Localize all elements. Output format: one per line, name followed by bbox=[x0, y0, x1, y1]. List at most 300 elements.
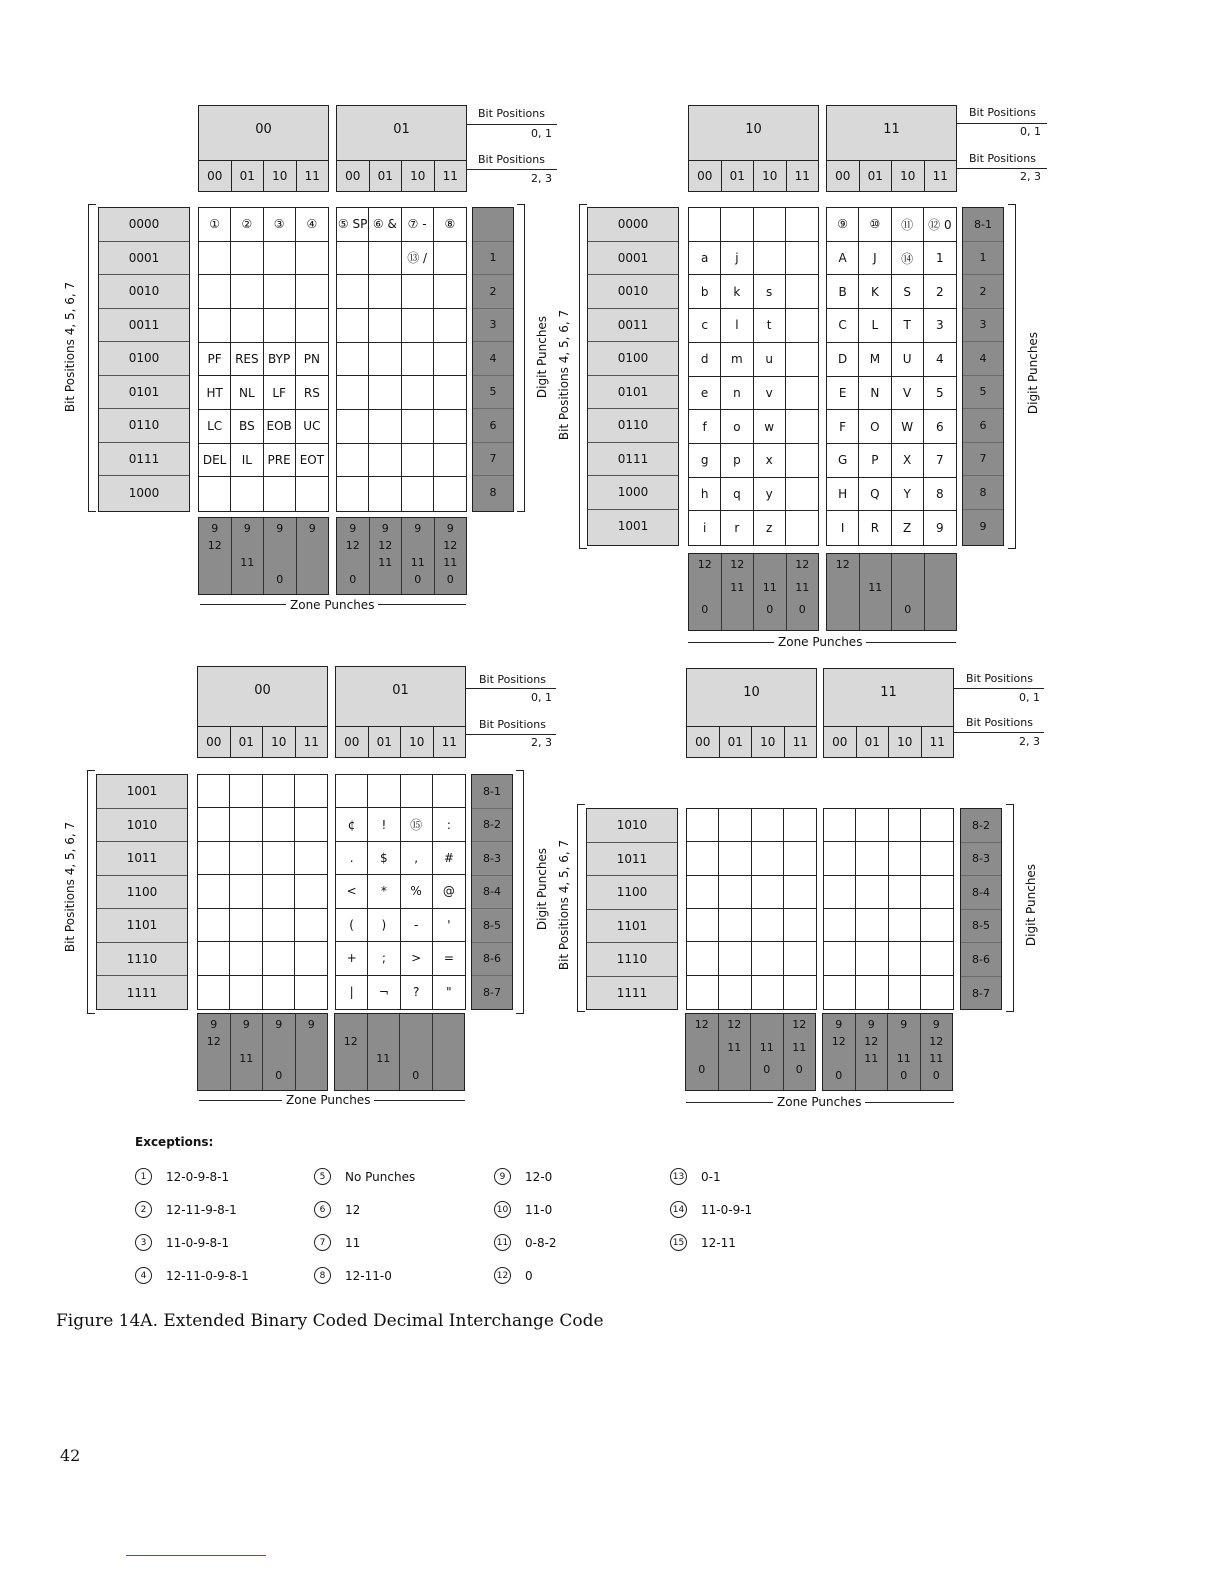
row-label: 0011 bbox=[99, 309, 189, 343]
zone-punch-label: 12 bbox=[835, 558, 850, 571]
q2-digit-punches-label: Digit Punches bbox=[1026, 331, 1040, 415]
zone-punch-label: 0 bbox=[276, 573, 284, 586]
code-cell: q bbox=[721, 478, 753, 512]
subheader: 11 bbox=[792, 735, 808, 749]
code-cell bbox=[889, 976, 921, 1009]
exception-text: 0-8-2 bbox=[525, 1235, 557, 1250]
q4-zone-punches-11 bbox=[822, 1013, 953, 1091]
exception-text: 11-0 bbox=[525, 1202, 553, 1217]
code-cell bbox=[786, 511, 818, 545]
code-cell: 2 bbox=[924, 275, 956, 309]
code-cell bbox=[295, 942, 327, 975]
zone-punch-label: 0 bbox=[414, 573, 422, 586]
row-label: 1101 bbox=[97, 909, 187, 943]
q2-bitpos-23: 2, 3 bbox=[1020, 170, 1041, 183]
code-cell bbox=[752, 842, 784, 875]
zone-punch-label: 11 bbox=[792, 1040, 807, 1054]
zone-punch-label: 12 bbox=[345, 539, 360, 552]
q2-zone-10-label: 10 bbox=[745, 121, 762, 137]
code-cell: # bbox=[433, 842, 465, 875]
row-label: 0101 bbox=[99, 376, 189, 410]
code-cell bbox=[889, 842, 921, 875]
zone-punch-column bbox=[787, 554, 819, 630]
code-cell bbox=[230, 808, 262, 841]
row-label: 1001 bbox=[617, 519, 649, 534]
digit-punch-label: 3 bbox=[963, 309, 1003, 343]
code-cell bbox=[719, 842, 751, 875]
page-number: 42 bbox=[60, 1446, 81, 1465]
row-label: 1111 bbox=[616, 986, 648, 1001]
code-cell: * bbox=[368, 875, 400, 908]
code-cell bbox=[401, 775, 433, 808]
circled-number-icon: 10 bbox=[494, 1201, 511, 1218]
code-cell bbox=[230, 942, 262, 975]
q3-left-brace bbox=[87, 770, 95, 1014]
code-cell: IL bbox=[231, 444, 263, 478]
code-cell bbox=[434, 242, 466, 276]
zone-punch-label: 11 bbox=[795, 580, 810, 594]
q1-header-zone-00 bbox=[198, 105, 329, 192]
zone-punch-label: 9 bbox=[276, 522, 284, 535]
digit-punch-label: 6 bbox=[963, 409, 1003, 443]
code-cell bbox=[824, 876, 856, 909]
subheader: 00 bbox=[336, 727, 369, 757]
code-cell: m bbox=[721, 343, 753, 377]
code-cell bbox=[198, 976, 230, 1009]
digit-punch-label: 1 bbox=[473, 242, 513, 276]
q3-bitpos-01: 0, 1 bbox=[531, 691, 552, 704]
code-cell bbox=[786, 377, 818, 411]
code-cell bbox=[230, 909, 262, 942]
code-cell bbox=[784, 842, 816, 875]
digit-punch-label: 4 bbox=[963, 342, 1003, 376]
zone-punch-column bbox=[719, 1014, 752, 1090]
footer-line bbox=[126, 1555, 266, 1556]
code-cell: ⑪ bbox=[892, 208, 924, 242]
row-label: 0001 bbox=[588, 242, 678, 276]
code-cell bbox=[296, 309, 328, 343]
code-cell bbox=[856, 876, 888, 909]
code-cell: > bbox=[401, 942, 433, 975]
zone-punch-label: 9 bbox=[446, 522, 454, 535]
exceptions-title: Exceptions: bbox=[135, 1135, 214, 1149]
q1-right-brace bbox=[517, 204, 525, 512]
code-cell bbox=[719, 942, 751, 975]
code-cell: k bbox=[721, 275, 753, 309]
zone-punch-column bbox=[435, 518, 467, 594]
code-cell: NL bbox=[231, 376, 263, 410]
digit-punch-label: 9 bbox=[979, 519, 987, 533]
code-cell bbox=[337, 343, 369, 377]
code-cell bbox=[337, 477, 369, 511]
q4-zone-punches-10 bbox=[685, 1013, 816, 1091]
zone-punch-label: 11 bbox=[443, 556, 458, 569]
q4-bit-positions-4567-label: Bit Positions 4, 5, 6, 7 bbox=[557, 839, 571, 971]
code-cell bbox=[402, 343, 434, 377]
digit-punch-label: 8-4 bbox=[472, 876, 512, 910]
digit-punch-label: 8-1 bbox=[472, 775, 512, 809]
zone-punch-column bbox=[370, 518, 403, 594]
exception-item bbox=[314, 1267, 392, 1284]
zone-punch-column bbox=[264, 518, 297, 594]
code-cell: D bbox=[827, 343, 859, 377]
code-cell bbox=[434, 376, 466, 410]
zone-punch-column bbox=[297, 518, 329, 594]
q1-code-grid-01 bbox=[336, 207, 467, 512]
circled-number-icon: 14 bbox=[670, 1201, 687, 1218]
code-cell bbox=[264, 275, 296, 309]
row-label: 1010 bbox=[587, 809, 677, 843]
zone-punch-column bbox=[921, 1014, 953, 1090]
row-label: 1011 bbox=[97, 842, 187, 876]
row-label: 1100 bbox=[97, 876, 187, 910]
row-label: 1011 bbox=[587, 843, 677, 877]
exception-text: 12-0 bbox=[525, 1169, 553, 1184]
code-cell: r bbox=[721, 511, 753, 545]
q3-code-grid-01 bbox=[335, 774, 466, 1010]
q1-arrow-23 bbox=[467, 169, 557, 170]
code-cell: X bbox=[892, 444, 924, 478]
code-cell: @ bbox=[433, 875, 465, 908]
code-cell bbox=[719, 809, 751, 842]
row-label: 0100 bbox=[99, 342, 189, 376]
code-cell: DEL bbox=[199, 444, 231, 478]
q4-zone-punches-label: Zone Punches bbox=[773, 1095, 865, 1109]
digit-punch-label: 6 bbox=[473, 409, 513, 443]
digit-punch-label: 8-2 bbox=[961, 809, 1001, 843]
code-cell bbox=[786, 410, 818, 444]
subheader: 11 bbox=[442, 169, 458, 183]
q4-arrow-23 bbox=[954, 732, 1044, 733]
q2-header-zone-11 bbox=[826, 105, 957, 192]
code-cell bbox=[921, 842, 953, 875]
code-cell bbox=[231, 242, 263, 276]
code-cell bbox=[689, 208, 721, 242]
code-cell bbox=[719, 876, 751, 909]
code-cell: EOT bbox=[296, 444, 328, 478]
row-label: 0010 bbox=[588, 275, 678, 309]
code-cell bbox=[230, 976, 262, 1009]
circled-number-icon: 12 bbox=[494, 1267, 511, 1284]
q2-arrow-23 bbox=[957, 168, 1047, 169]
code-cell: n bbox=[721, 377, 753, 411]
code-cell: 3 bbox=[924, 309, 956, 343]
row-label: 0110 bbox=[99, 409, 189, 443]
zone-punch-column bbox=[860, 554, 893, 630]
code-cell bbox=[296, 242, 328, 276]
code-cell bbox=[402, 477, 434, 511]
subheader: 01 bbox=[232, 161, 265, 191]
row-label: 1000 bbox=[128, 485, 160, 500]
code-cell bbox=[752, 809, 784, 842]
code-cell bbox=[198, 775, 230, 808]
code-cell bbox=[231, 477, 263, 511]
q2-bitpos-01: 0, 1 bbox=[1020, 125, 1041, 138]
code-cell: ③ bbox=[264, 208, 296, 242]
code-cell: b bbox=[689, 275, 721, 309]
row-label: 0101 bbox=[588, 376, 678, 410]
code-cell: f bbox=[689, 410, 721, 444]
code-cell: ¬ bbox=[368, 976, 400, 1009]
q1-zone-punches-label: Zone Punches bbox=[286, 598, 378, 612]
zone-punch-label: 0 bbox=[412, 1069, 420, 1082]
exception-text: 0-1 bbox=[701, 1169, 721, 1184]
subheader: 11 bbox=[929, 735, 945, 749]
zone-punch-label: 9 bbox=[835, 1018, 843, 1031]
code-cell: W bbox=[892, 410, 924, 444]
code-cell: L bbox=[859, 309, 891, 343]
code-cell bbox=[434, 477, 466, 511]
subheader: 00 bbox=[824, 727, 857, 757]
zone-punch-label: 9 bbox=[211, 522, 219, 535]
zone-punch-column bbox=[337, 518, 370, 594]
code-cell: U bbox=[892, 343, 924, 377]
digit-punch-label: 8 bbox=[963, 476, 1003, 510]
digit-punch-label: 4 bbox=[473, 342, 513, 376]
code-cell: ⑬ / bbox=[402, 242, 434, 276]
code-cell bbox=[263, 976, 295, 1009]
code-cell bbox=[198, 909, 230, 942]
code-cell bbox=[784, 942, 816, 975]
subheader: 00 bbox=[337, 161, 370, 191]
q1-code-grid-00 bbox=[198, 207, 329, 512]
zone-punch-column bbox=[199, 518, 232, 594]
code-cell bbox=[336, 775, 368, 808]
q4-row-labels bbox=[586, 808, 678, 1010]
code-cell bbox=[786, 242, 818, 276]
code-cell: % bbox=[401, 875, 433, 908]
code-cell bbox=[264, 309, 296, 343]
exception-item bbox=[135, 1234, 229, 1251]
code-cell bbox=[230, 875, 262, 908]
code-cell: O bbox=[859, 410, 891, 444]
row-label: 1001 bbox=[97, 775, 187, 809]
zone-punch-column bbox=[892, 554, 925, 630]
code-cell bbox=[824, 809, 856, 842]
exception-item bbox=[135, 1201, 237, 1218]
code-cell bbox=[263, 942, 295, 975]
subheader: 11 bbox=[303, 735, 319, 749]
row-label: 1100 bbox=[587, 876, 677, 910]
code-cell: 1 bbox=[924, 242, 956, 276]
code-cell: < bbox=[336, 875, 368, 908]
code-cell: $ bbox=[368, 842, 400, 875]
code-cell: | bbox=[336, 976, 368, 1009]
code-cell: Z bbox=[892, 511, 924, 545]
zone-punch-label: 12 bbox=[378, 539, 393, 552]
code-cell: , bbox=[401, 842, 433, 875]
code-cell: ⑤ SP bbox=[337, 208, 369, 242]
code-cell bbox=[687, 942, 719, 975]
code-cell bbox=[402, 444, 434, 478]
code-cell: Y bbox=[892, 478, 924, 512]
zone-punch-column bbox=[232, 518, 265, 594]
code-cell: o bbox=[721, 410, 753, 444]
zone-punch-column bbox=[400, 1014, 433, 1090]
code-cell bbox=[337, 275, 369, 309]
zone-punch-label: 0 bbox=[932, 1069, 940, 1082]
zone-punch-column bbox=[335, 1014, 368, 1090]
digit-punch-label: 8-2 bbox=[472, 809, 512, 843]
code-cell bbox=[824, 942, 856, 975]
code-cell bbox=[921, 909, 953, 942]
code-cell bbox=[337, 444, 369, 478]
q4-right-brace bbox=[1006, 804, 1014, 1012]
code-cell: G bbox=[827, 444, 859, 478]
exception-item bbox=[314, 1234, 360, 1251]
code-cell bbox=[199, 477, 231, 511]
exception-item bbox=[135, 1267, 249, 1284]
circled-number-icon: 8 bbox=[314, 1267, 331, 1284]
code-cell bbox=[856, 909, 888, 942]
code-cell: ⑭ bbox=[892, 242, 924, 276]
code-cell: - bbox=[401, 909, 433, 942]
q1-zone-punches-01 bbox=[336, 517, 467, 595]
subheader: 10 bbox=[752, 727, 785, 757]
exception-text: 12-11-9-8-1 bbox=[166, 1202, 237, 1217]
code-cell bbox=[369, 376, 401, 410]
code-cell bbox=[434, 275, 466, 309]
code-cell: BYP bbox=[264, 343, 296, 377]
code-cell: ? bbox=[401, 976, 433, 1009]
code-cell: M bbox=[859, 343, 891, 377]
circled-number-icon: 5 bbox=[314, 1168, 331, 1185]
row-label: 1110 bbox=[587, 943, 677, 977]
code-cell bbox=[295, 842, 327, 875]
code-cell: HT bbox=[199, 376, 231, 410]
code-cell bbox=[198, 942, 230, 975]
code-cell: N bbox=[859, 377, 891, 411]
code-cell: 7 bbox=[924, 444, 956, 478]
zone-punch-column bbox=[198, 1014, 231, 1090]
digit-punch-label: 7 bbox=[473, 443, 513, 477]
subheader: 01 bbox=[370, 161, 403, 191]
code-cell: c bbox=[689, 309, 721, 343]
code-cell bbox=[856, 842, 888, 875]
code-cell bbox=[263, 875, 295, 908]
zone-punch-label: 9 bbox=[381, 522, 389, 535]
code-cell bbox=[434, 410, 466, 444]
code-cell: w bbox=[754, 410, 786, 444]
code-cell bbox=[786, 444, 818, 478]
code-cell: s bbox=[754, 275, 786, 309]
row-label: 0000 bbox=[588, 208, 678, 242]
exception-text: 0 bbox=[525, 1268, 533, 1283]
code-cell: RES bbox=[231, 343, 263, 377]
q2-arrow-01 bbox=[957, 123, 1047, 124]
exception-text: 12-11-0 bbox=[345, 1268, 392, 1283]
exception-item bbox=[494, 1267, 533, 1284]
digit-punch-label: 2 bbox=[473, 275, 513, 309]
code-cell: ⑮ bbox=[401, 808, 433, 841]
zone-punch-label: 0 bbox=[795, 1063, 803, 1077]
code-cell bbox=[402, 309, 434, 343]
subheader: 01 bbox=[231, 727, 264, 757]
exception-item bbox=[670, 1201, 752, 1218]
q1-bitpos-label-1: Bit Positions bbox=[478, 107, 545, 120]
digit-punch-label: 1 bbox=[963, 242, 1003, 276]
code-cell: ; bbox=[368, 942, 400, 975]
circled-number-icon: 3 bbox=[135, 1234, 152, 1251]
q2-bitpos-label-2: Bit Positions bbox=[969, 152, 1036, 165]
code-cell: K bbox=[859, 275, 891, 309]
circled-number-icon: 15 bbox=[670, 1234, 687, 1251]
code-cell bbox=[263, 909, 295, 942]
exception-text: 11-0-9-1 bbox=[701, 1202, 753, 1217]
circled-number-icon: 6 bbox=[314, 1201, 331, 1218]
q4-zone-10-label: 10 bbox=[743, 684, 760, 700]
q3-code-grid-00 bbox=[197, 774, 328, 1010]
code-cell bbox=[752, 876, 784, 909]
zone-punch-label: 12 bbox=[831, 1035, 846, 1048]
zone-punch-label: 11 bbox=[410, 556, 425, 569]
q4-arrow-01 bbox=[954, 688, 1044, 689]
code-cell: + bbox=[336, 942, 368, 975]
code-cell: ! bbox=[368, 808, 400, 841]
code-cell: Q bbox=[859, 478, 891, 512]
digit-punch-label: 8-6 bbox=[472, 943, 512, 977]
q4-digit-punches-label: Digit Punches bbox=[1024, 863, 1038, 947]
code-cell bbox=[921, 809, 953, 842]
code-cell bbox=[198, 875, 230, 908]
code-cell bbox=[295, 909, 327, 942]
code-cell: a bbox=[689, 242, 721, 276]
digit-punch-label: 8-7 bbox=[972, 986, 990, 1000]
q3-bitpos-23: 2, 3 bbox=[531, 736, 552, 749]
code-cell: S bbox=[892, 275, 924, 309]
zone-punch-label: 12 bbox=[792, 1018, 807, 1031]
digit-punch-label: 8-4 bbox=[961, 876, 1001, 910]
q2-zone-11-subheaders bbox=[827, 160, 956, 191]
code-cell bbox=[784, 976, 816, 1009]
digit-punch-label: 8-7 bbox=[483, 986, 501, 1000]
code-cell bbox=[199, 242, 231, 276]
code-cell bbox=[921, 976, 953, 1009]
q1-zone-01-subheaders bbox=[337, 160, 466, 191]
q1-bitpos-label-2: Bit Positions bbox=[478, 153, 545, 166]
digit-punch-label bbox=[473, 208, 513, 242]
code-cell: RS bbox=[296, 376, 328, 410]
code-cell: ) bbox=[368, 909, 400, 942]
q1-zone-01-label: 01 bbox=[393, 121, 410, 137]
zone-punch-label: 9 bbox=[242, 1018, 250, 1031]
code-cell bbox=[231, 275, 263, 309]
code-cell bbox=[687, 909, 719, 942]
digit-punch-label: 2 bbox=[963, 275, 1003, 309]
zone-punch-column bbox=[784, 1014, 816, 1090]
q3-right-brace bbox=[516, 770, 524, 1014]
zone-punch-column bbox=[263, 1014, 296, 1090]
exception-text: 11-0-9-8-1 bbox=[166, 1235, 230, 1250]
zone-punch-column bbox=[751, 1014, 784, 1090]
code-cell bbox=[230, 842, 262, 875]
code-cell: ' bbox=[433, 909, 465, 942]
q1-row-labels bbox=[98, 207, 190, 512]
zone-punch-label: 0 bbox=[904, 603, 912, 617]
exception-text: 12-11-0-9-8-1 bbox=[166, 1268, 249, 1283]
code-cell bbox=[434, 343, 466, 377]
code-cell: V bbox=[892, 377, 924, 411]
q3-header-zone-00 bbox=[197, 666, 328, 758]
subheader: 00 bbox=[827, 161, 860, 191]
digit-punch-label: 5 bbox=[963, 376, 1003, 410]
code-cell bbox=[856, 809, 888, 842]
zone-punch-label: 11 bbox=[378, 556, 393, 569]
code-cell: LC bbox=[199, 410, 231, 444]
q4-digit-column bbox=[960, 808, 1002, 1010]
code-cell bbox=[198, 808, 230, 841]
zone-punch-label: 11 bbox=[762, 580, 777, 594]
